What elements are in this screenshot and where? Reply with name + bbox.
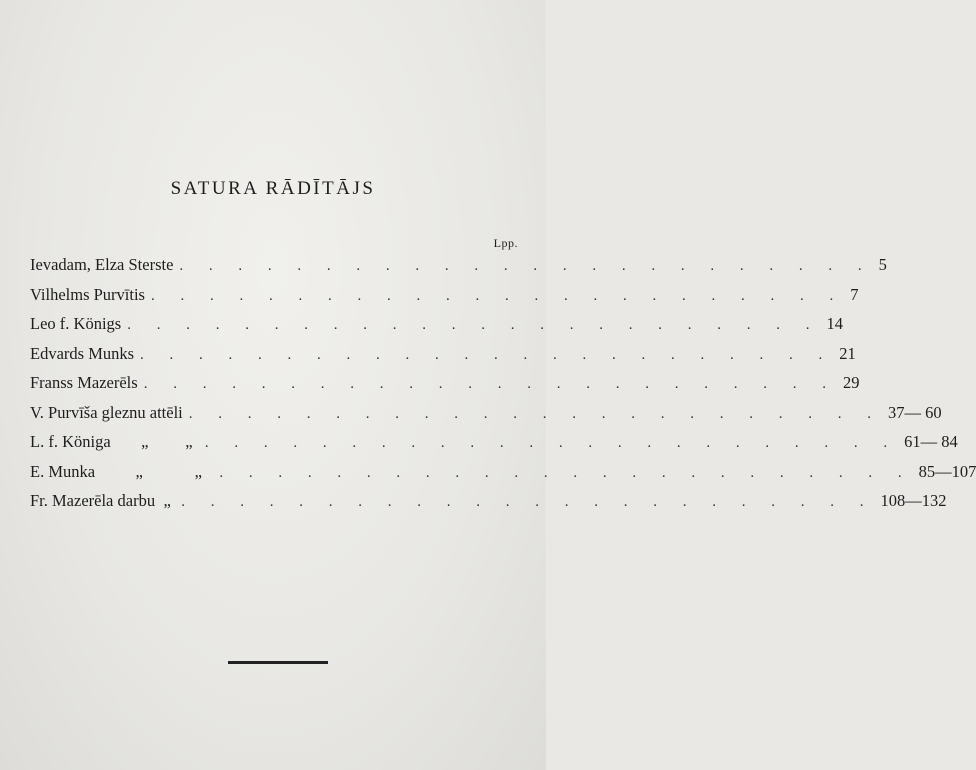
table-of-contents xyxy=(30,255,976,521)
toc-entry-page: 14 xyxy=(826,314,843,333)
ditto-mark: „ xyxy=(135,461,143,481)
toc-entry-page: 37— 60 xyxy=(888,402,942,422)
toc-entry-text: L. f. Königa xyxy=(30,432,111,451)
toc-entry-page: 5 xyxy=(878,255,887,274)
toc-row xyxy=(30,373,860,403)
toc-row xyxy=(30,343,856,374)
dot-leader: . . . . . . . . . . . . . . . . . . . . . . . . xyxy=(150,287,845,304)
ditto-mark: „ xyxy=(163,491,171,510)
toc-entry-text: E. Munka xyxy=(30,461,96,481)
toc-entry-text: Fr. Mazerēla darbu xyxy=(30,491,156,510)
toc-entry-title: Vilhelms Purvītis xyxy=(30,284,145,304)
toc-entry-title: Ievadam, Elza Sterste xyxy=(30,255,174,274)
toc-row xyxy=(30,491,947,521)
toc-entry-title xyxy=(30,432,199,452)
toc-entry-page: 21 xyxy=(839,343,856,363)
page-title: SATURA RĀDĪTĀJS xyxy=(170,178,376,199)
dot-leader: . . . . . . . . . . . . . . . . . . . . . . . . xyxy=(219,464,913,481)
toc-row xyxy=(30,461,976,492)
horizontal-rule xyxy=(228,661,328,664)
toc-row xyxy=(30,255,887,285)
toc-row xyxy=(30,432,958,462)
dot-leader: . . . . . . . . . . . . . . . . . . . . . . . . xyxy=(127,317,821,333)
dot-leader: . . . . . . . . . . . . . . . . . . . . . . . . xyxy=(140,346,834,363)
toc-row xyxy=(30,284,859,315)
toc-entry-title xyxy=(30,462,213,482)
toc-row xyxy=(30,314,843,344)
toc-entry-title: V. Purvīša gleznu attēli xyxy=(30,402,183,422)
ditto-mark: „ xyxy=(194,461,202,481)
dot-leader: . . . . . . . . . . . . . . . . . . . . . . . . xyxy=(181,494,875,510)
page-column-header: Lpp. xyxy=(493,236,518,250)
toc-entry-page: 29 xyxy=(842,373,860,392)
toc-entry-title: Leo f. Königs xyxy=(30,314,122,333)
dot-leader: . . . . . . . . . . . . . . . . . . . . . . . . xyxy=(204,435,899,451)
toc-row xyxy=(30,402,942,433)
ditto-mark: „ xyxy=(141,432,149,451)
dot-leader: . . . . . . . . . . . . . . . . . . . . . . . . xyxy=(179,258,873,274)
toc-entry-title: Edvards Munks xyxy=(30,343,135,363)
toc-entry-page: 85—107 xyxy=(918,461,976,481)
toc-entry-title xyxy=(30,491,175,511)
toc-entry-title: Franss Mazerēls xyxy=(30,373,138,392)
toc-entry-page: 7 xyxy=(850,284,859,304)
toc-entry-page: 108—132 xyxy=(880,491,947,510)
ditto-mark: „ xyxy=(185,432,193,451)
dot-leader: . . . . . . . . . . . . . . . . . . . . . . . . xyxy=(188,405,883,422)
dot-leader: . . . . . . . . . . . . . . . . . . . . . . . . xyxy=(143,376,837,392)
toc-entry-page: 61— 84 xyxy=(904,432,958,451)
